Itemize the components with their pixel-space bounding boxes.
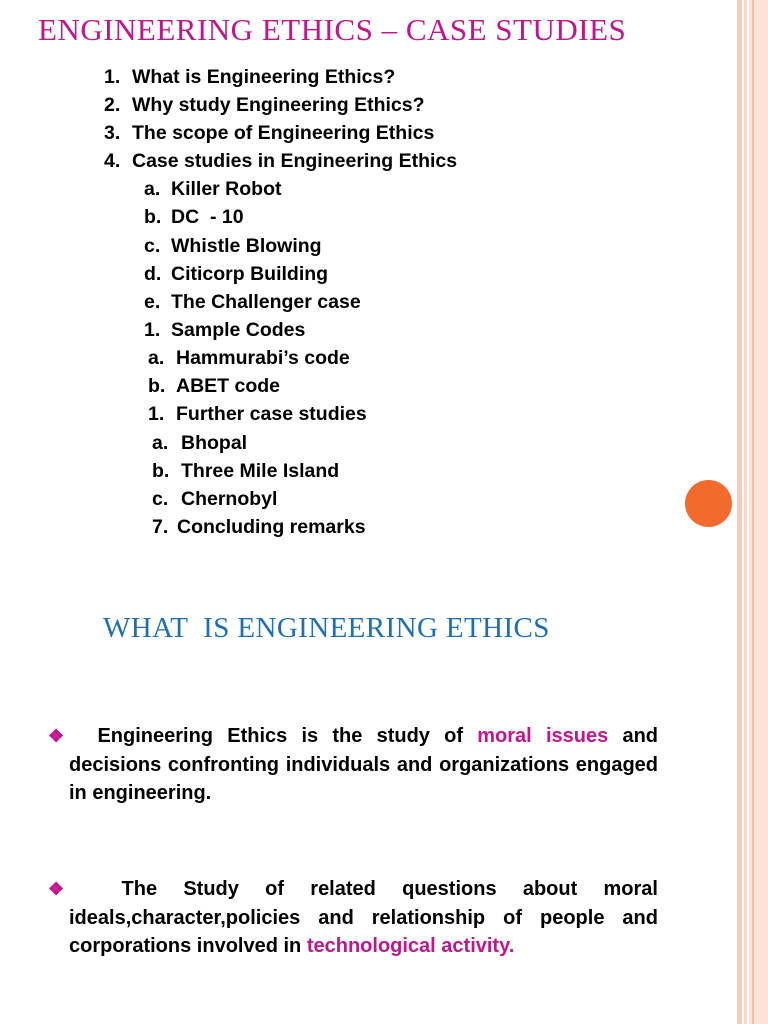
toc-text: Killer Robot xyxy=(171,178,282,200)
toc-text: Why study Engineering Ethics? xyxy=(132,94,425,116)
toc-text: Hammurabi’s code xyxy=(176,347,350,369)
edge-stripe-2 xyxy=(744,0,747,1024)
toc-item xyxy=(144,203,244,231)
orange-circle-decoration xyxy=(685,480,732,527)
bullet-point xyxy=(48,875,658,961)
toc-number: a. xyxy=(148,347,165,369)
toc-item xyxy=(152,457,339,485)
toc-item xyxy=(148,344,350,372)
bullet-tail-text: and decisions confronting individuals and organizations engaged in engineering. xyxy=(69,725,659,804)
toc-item xyxy=(152,429,247,457)
toc-item xyxy=(104,91,425,119)
toc-number: 1. xyxy=(144,319,161,341)
toc-number: a. xyxy=(144,178,161,200)
edge-stripe-1 xyxy=(737,0,742,1024)
toc-number: 4. xyxy=(104,150,121,172)
toc-text: Whistle Blowing xyxy=(171,235,322,257)
toc-item xyxy=(104,147,457,175)
toc-item xyxy=(152,485,277,513)
toc-text: What is Engineering Ethics? xyxy=(132,66,396,88)
toc-number: 7. xyxy=(152,516,169,538)
edge-stripe-4 xyxy=(752,0,754,1024)
bullet-text xyxy=(69,875,658,961)
toc-number: d. xyxy=(144,263,162,285)
toc-number: c. xyxy=(152,488,169,510)
toc-number: 1. xyxy=(148,403,165,425)
toc-text: The Challenger case xyxy=(171,291,361,313)
toc-number: 3. xyxy=(104,122,121,144)
section-heading: WHAT IS ENGINEERING ETHICS xyxy=(103,612,550,644)
toc-number: c. xyxy=(144,235,161,257)
toc-item xyxy=(104,119,434,147)
toc-item xyxy=(144,316,305,344)
toc-item xyxy=(148,400,367,428)
toc-text: Chernobyl xyxy=(181,488,278,510)
diamond-bullet-icon: ❖ xyxy=(48,879,65,899)
toc-number: b. xyxy=(152,460,170,482)
toc-text: Three Mile Island xyxy=(181,460,340,482)
toc-item xyxy=(104,63,395,91)
diamond-bullet-icon: ❖ xyxy=(48,726,65,746)
bullet-text xyxy=(69,722,658,808)
toc-item xyxy=(144,260,328,288)
toc-text: Concluding remarks xyxy=(177,516,366,538)
toc-text: DC - 10 xyxy=(171,206,244,228)
highlighted-term: technological activity. xyxy=(306,935,515,957)
toc-text: Case studies in Engineering Ethics xyxy=(132,150,458,172)
toc-text: The scope of Engineering Ethics xyxy=(132,122,435,144)
toc-item xyxy=(144,288,361,316)
toc-number: a. xyxy=(152,432,169,454)
toc-text: Bhopal xyxy=(181,432,248,454)
bullet-point xyxy=(48,722,658,808)
toc-item xyxy=(144,175,282,203)
toc-item xyxy=(148,372,280,400)
toc-text: Citicorp Building xyxy=(171,263,329,285)
toc-text: Further case studies xyxy=(176,403,367,425)
toc-text: ABET code xyxy=(176,375,281,397)
page-title: ENGINEERING ETHICS – CASE STUDIES xyxy=(38,12,627,47)
toc-text: Sample Codes xyxy=(171,319,306,341)
toc-item xyxy=(152,513,366,541)
toc-number: 2. xyxy=(104,94,121,116)
toc-number: b. xyxy=(148,375,166,397)
toc-item xyxy=(144,232,322,260)
toc-number: 1. xyxy=(104,66,121,88)
bullet-lead-text: The Study of related questions about moral ideals,character,policies and relationship of people and corporations involved in xyxy=(69,878,658,957)
bullet-lead-text: Engineering Ethics is the study of xyxy=(97,725,464,747)
toc-number: e. xyxy=(144,291,161,313)
highlighted-term: moral issues xyxy=(477,725,609,747)
toc-number: b. xyxy=(144,206,162,228)
